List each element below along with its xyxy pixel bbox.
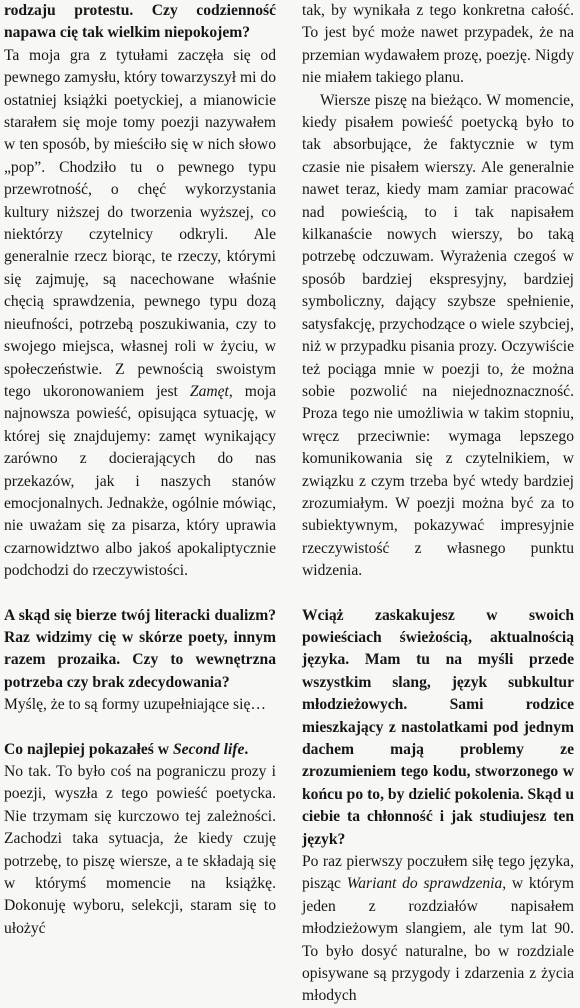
left-column: [4, 0, 276, 940]
book-title: Second life: [172, 740, 245, 758]
answer-text: , w którym jeden z rozdziałów napisałem młodzieżowym slangiem, ale tym lat 90. To było dosyć naturalne, bo w rozdziale opisywane są przygody i zdarzenia z życia młodych: [302, 875, 574, 1005]
question-second-life: [4, 739, 276, 761]
right-column: [302, 0, 574, 1008]
answer-dualism: Myślę, że to są formy uzupełniające się…: [4, 696, 266, 714]
answer-text: Ta moja gra z tytułami zaczęła się od pewnego zamysłu, który towarzyszył mi do ostatniej książki poetyckiej, a mianowicie starałem się moje tomy poezji nazywałem w ten sposób, by mieściło się w nich słowo „pop”. Chodziło tu o pewnego typu przewrotność, o chęć wykorzystania kultury niższej do tworzenia wyższej, co niektórzy czytelnicy odkryli. Ale generalnie rzecz biorąc, te rzeczy, którymi się zajmuję, są nacechowane właśnie chęcią sprawdzenia, pewnego typu dozą nieufności, potrzebą poszukiwania, czy to swojego miejsca, własnej roli w życiu, w społeczeństwie. Z pewnością swoistym tego ukoronowaniem jest: [4, 46, 276, 400]
answer-paragraph: Wiersze piszę na bieżąco. W momencie, kiedy pisałem powieść poetycką było to tak absorbujące, że faktycznie w tym czasie nie pisałem wierszy. Ale generalnie nawet teraz, kiedy mam zamiar pracować nad powieścią, to i tak napisałem kilkanaście nowych wierszy, bo taką potrzebę odczuwam. Wyrażenia czegoś w sposób bardziej ekspresyjny, bardziej symboliczny, dający szybsze spełnienie, satysfakcję, przychodzące o wiele szybciej, niż w przypadku pisania prozy. Oczywiście też pociąga mnie w poezji to, że można sobie pozwolić na niejednoznaczność. Proza tego nie umożliwia w takim stopniu, wręcz przeciwnie: wymaga lepszego komunikowania się z czytelnikiem, w związku z czym trzeba być wtedy bardziej zrozumiałym. W poezji można być za to subiektywnym, pokazywać impresyjnie rzeczywistość z własnego punktu widzenia.: [302, 91, 574, 580]
answer-text: Po raz pierwszy poczułem siłę tego języka, pisząc: [302, 853, 574, 893]
question-dualism: A skąd się bierze twój literacki dualizm? Raz widzimy cię w skórze poety, innym razem prozaika. Czy to wewnętrzna potrzeba czy brak zdecydowania?: [4, 606, 276, 691]
book-title: Wariant do sprawdzenia: [346, 875, 503, 893]
answer-text: , moja najnowsza powieść, opisująca sytuację, w której się znajdujemy: zamęt wynikający zarówno z docierających do nas przekazów, jak i naszych stanów emocjonalnych. Jednakże, ogólnie mówiąc, nie uważam się za pisarza, który uprawia czarnowidztwo albo jakoś apokaliptycznie podchodzi do rzeczywistości.: [4, 382, 276, 580]
question-text: .: [244, 740, 249, 758]
question-language: Wciąż zaskakujesz w swoich powieściach świeżością, aktualnością języka. Mam tu na myśli przede wszystkim slang, język subkultur młodzieżowych. Sami rodzice mieszkający z nastolatkami pod jednym dachem mają problemy ze zrozumieniem tego kodu, stworzonego w końcu po to, by dzielić pokolenia. Skąd u ciebie ta chłonność i jak studiujesz ten język?: [302, 606, 574, 848]
question-continued: rodzaju protestu. Czy codzienność napawa cię tak wielkim niepokojem?: [4, 2, 276, 42]
book-title: Zamęt: [189, 382, 229, 400]
answer-paragraph: [4, 45, 276, 583]
question-text: Co najlepiej pokazałeś w: [4, 740, 173, 758]
answer-language: [302, 851, 574, 1008]
answer-continued: tak, by wynikała z tego konkretna całość. To jest być może nawet przypadek, że na przemian wydawałem prozę, poezję. Nigdy nie miałem takiego planu.: [302, 2, 574, 87]
answer-second-life: No tak. To było coś na pograniczu prozy i poezji, wyszła z tego powieść poetycka. Nie trzymam się kurczowo tej zależności. Zachodzi taka sytuacja, że kiedy czuję potrzebę, to piszę wiersze, a te składają się w którymś momencie na książkę. Dokonuję wyboru, selekcji, staram się to ułożyć: [4, 763, 276, 937]
